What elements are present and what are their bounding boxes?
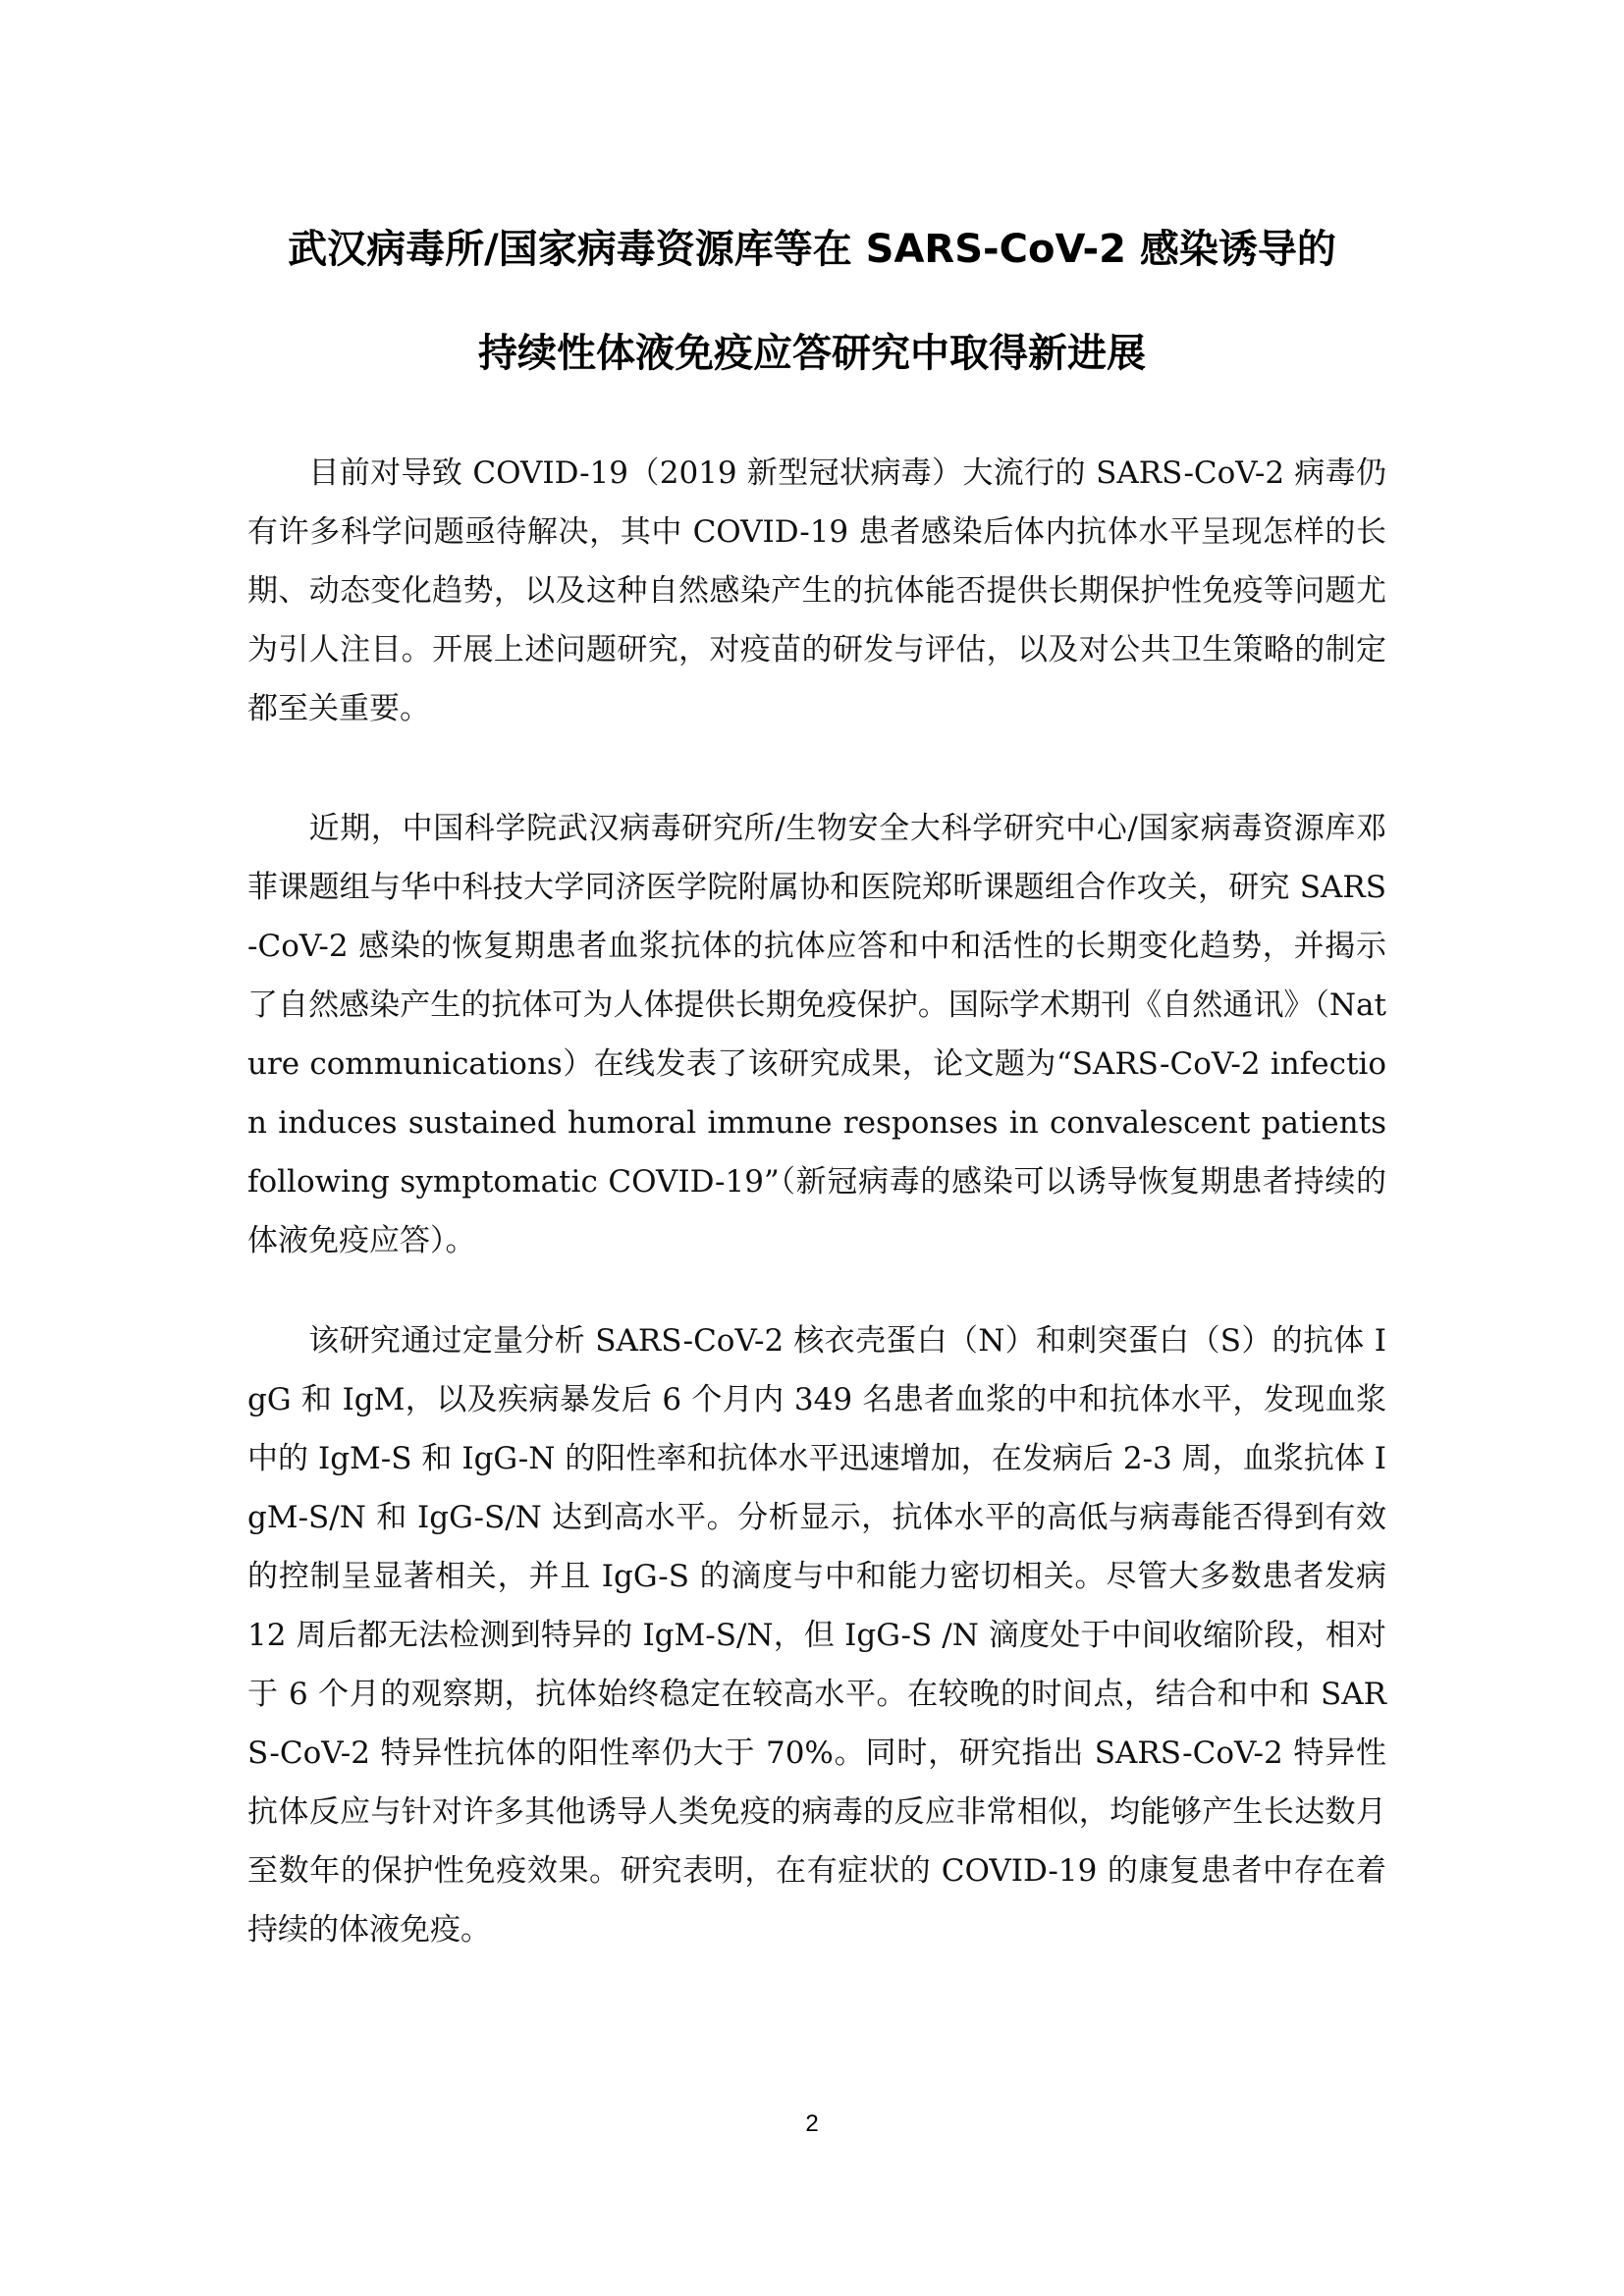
paragraph-1: [247, 444, 1386, 738]
paragraph-3: [247, 1311, 1386, 1959]
paragraph-2: [247, 799, 1386, 1270]
title-line-1: 武汉病毒所/国家病毒资源库等在 SARS-CoV-2 感染诱导的: [288, 227, 1336, 272]
paragraph-1-text: 目前对导致 COVID-19（2019 新型冠状病毒）大流行的 SARS-CoV-2 病毒仍有许多科学问题亟待解决，其中 COVID-19 患者感染后体内抗体水平呈现怎样的长期、动态变化趋势，以及这种自然感染产生的抗体能否提供长期保护性免疫等问题尤为引人注目。开展上述问题研究，对疫苗的研发与评估，以及对公共卫生策略的制定都至关重要。: [247, 455, 1386, 726]
title-line-2: 持续性体液免疫应答研究中取得新进展: [478, 331, 1146, 376]
paragraph-3-text: 该研究通过定量分析 SARS-CoV-2 核衣壳蛋白（N）和刺突蛋白（S）的抗体 IgG 和 IgM，以及疾病暴发后 6 个月内 349 名患者血浆的中和抗体水平，发现血浆中的 IgM-S 和 IgG-N 的阳性率和抗体水平迅速增加，在发病后 2-3 周，血浆抗体 IgM-S/N 和 IgG-S/N 达到高水平。分析显示，抗体水平的高低与病毒能否得到有效的控制呈显著相关，并且 IgG-S 的滴度与中和能力密切相关。尽管大多数患者发病 12 周后都无法检测到特异的 IgM-S/N，但 IgG-S /N 滴度处于中间收缩阶段，相对于 6 个月的观察期，抗体始终稳定在较高水平。在较晚的时间点，结合和中和 SARS-CoV-2 特异性抗体的阳性率仍大于 70%。同时，研究指出 SARS-CoV-2 特异性抗体反应与针对许多其他诱导人类免疫的病毒的反应非常相似，均能够产生长达数月至数年的保护性免疫效果。研究表明，在有症状的 COVID-19 的康复患者中存在着持续的体液免疫。: [247, 1323, 1386, 1948]
paragraph-2-text: 近期，中国科学院武汉病毒研究所/生物安全大科学研究中心/国家病毒资源库邓菲课题组与华中科技大学同济医学院附属协和医院郑昕课题组合作攻关，研究 SARS-CoV-2 感染的恢复期患者血浆抗体的抗体应答和中和活性的长期变化趋势，并揭示了自然感染产生的抗体可为人体提供长期免疫保护。国际学术期刊《自然通讯》（Nature communications）在线发表了该研究成果，论文题为“SARS-CoV-2 infection induces sustained humoral immune responses in convalescent patients following symptomatic COVID-19”（新冠病毒的感染可以诱导恢复期患者持续的体液免疫应答）。: [247, 811, 1386, 1258]
page-number: 2: [805, 2110, 819, 2137]
